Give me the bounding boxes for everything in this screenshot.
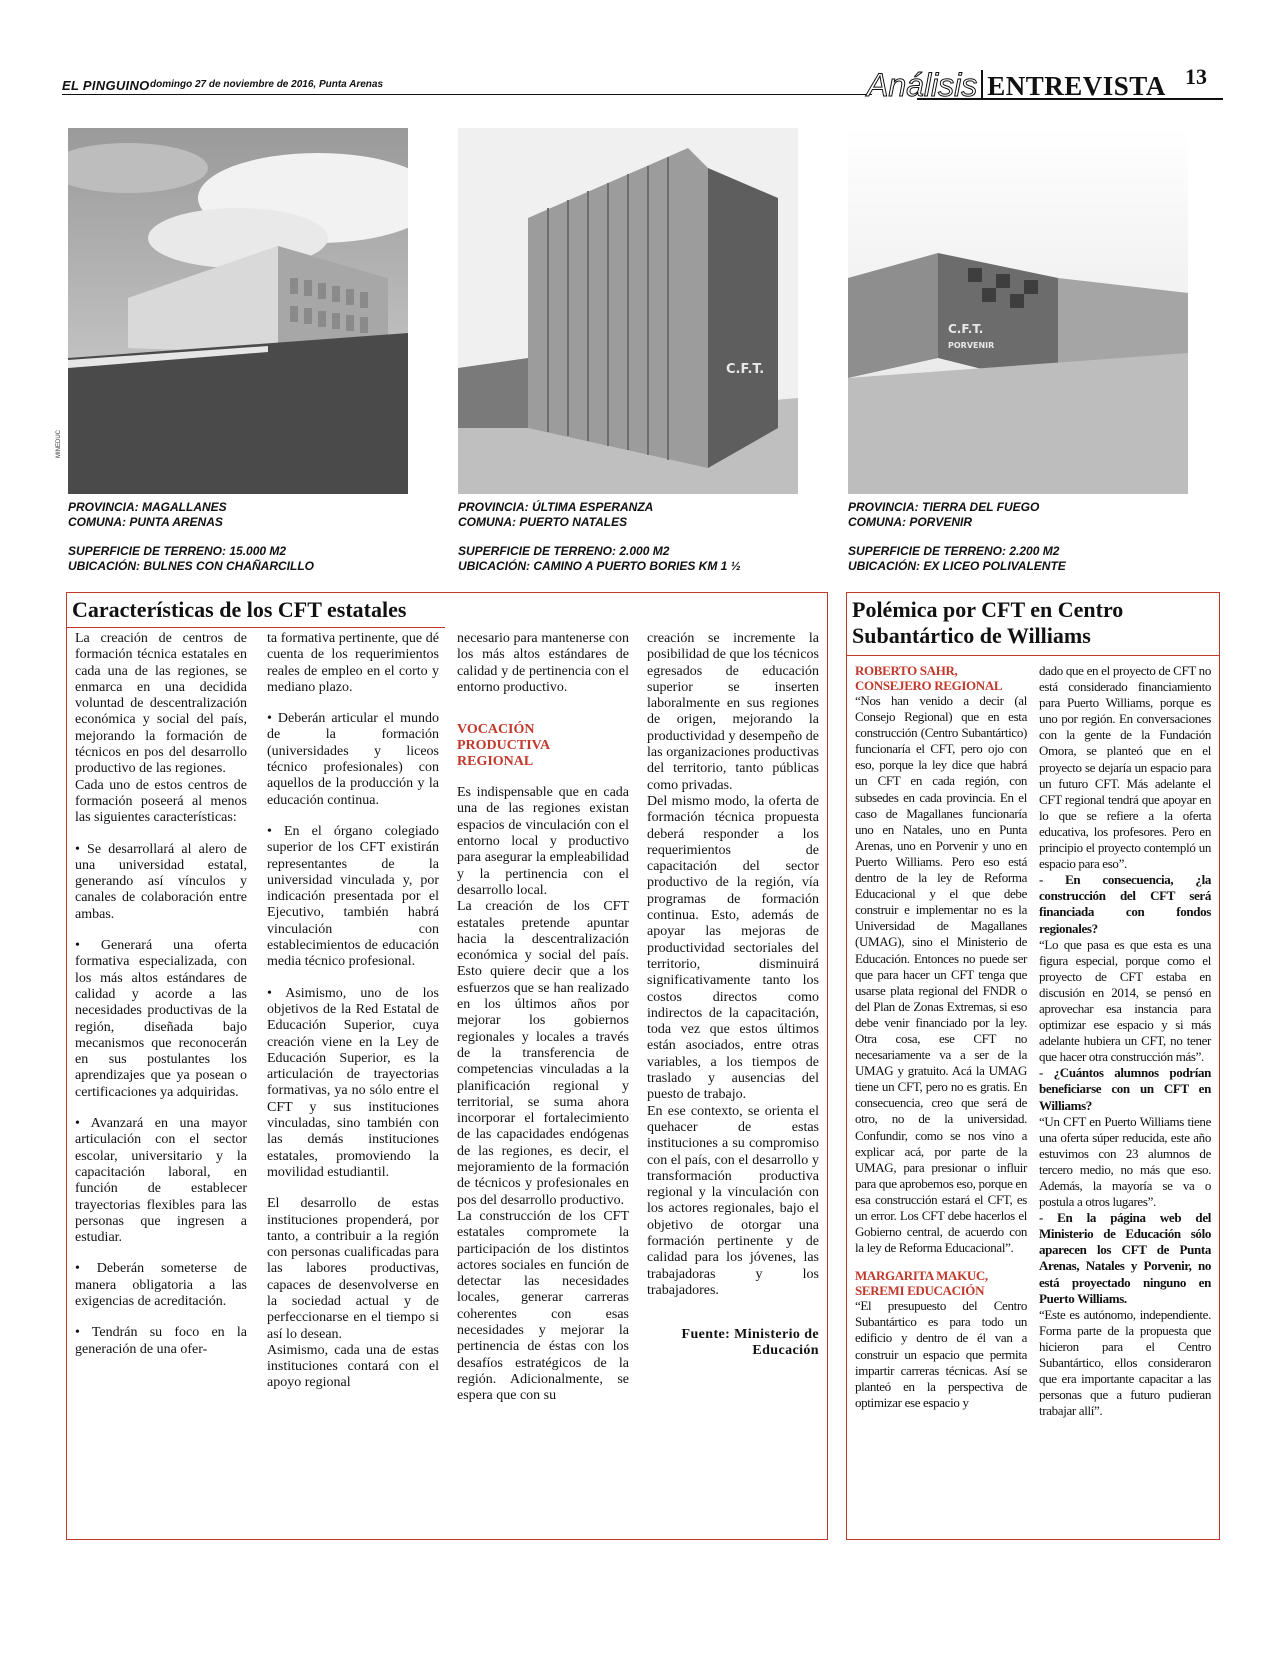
section-divider xyxy=(981,70,983,100)
building-render-2 xyxy=(458,128,798,494)
paragraph: La creación de centros de formación técnica estatales en cada una de las regiones, se enmarca en una decidida voluntad de descentralización económica y social del país, mejorando la formación de técnicos en pos del desarrollo productivo de las regiones. xyxy=(75,631,247,777)
paragraph: Es indispensable que en cada una de las regiones existan espacios de vinculación con el entorno local y productivo para asegurar la empleabilidad y la pertinencia con el desarrollo local. xyxy=(457,785,629,898)
bullet-paragraph: • Tendrán su foco en la generación de una ofer- xyxy=(75,1325,247,1357)
building-sign-porvenir: C.F.T. xyxy=(948,322,984,336)
caption-superficie: SUPERFICIE DE TERRENO: 2.000 M2 xyxy=(458,544,670,558)
caption-ubicacion: UBICACIÓN: EX LICEO POLIVALENTE xyxy=(848,559,1066,573)
article-column-3 xyxy=(457,631,629,1404)
photo-credit: MINEDUC xyxy=(56,430,62,458)
article-caracteristicas xyxy=(66,592,828,1540)
article-title: Características de los CFT estatales xyxy=(72,597,407,622)
quote: “El presupuesto del Centro Subantártico es para todo un edificio y dentro de él van a construir un espacio que permita impartir carreras técnicas. Así se planteó en la perspectiva de optimizar ese espacio y xyxy=(855,1298,1027,1410)
page-number: 13 xyxy=(1185,64,1207,89)
caption-superficie: SUPERFICIE DE TERRENO: 2.200 M2 xyxy=(848,544,1060,558)
bullet-paragraph: • Generará una oferta formativa especializada, con los más altos estándares de calidad y acorde a las necesidades productivas de la región, diseñada bajo mecanismos que reconocerán en sus postulantes los aprendizajes que ya posean o certificaciones ya adquiridas. xyxy=(75,938,247,1100)
caption-magallanes xyxy=(68,500,448,574)
bullet-paragraph: • Deberán someterse de manera obligatoria a las exigencias de acreditación. xyxy=(75,1261,247,1309)
title-rule xyxy=(67,627,445,628)
caption-comuna: COMUNA: PUERTO NATALES xyxy=(458,515,628,529)
paragraph: La creación de los CFT estatales pretende apuntar hacia la descentralización económica y social del país. Esto quiere decir que a los esfuerzos que se han realizado en los últimos años por mejorar los gobiernos regionales y locales a través de la transferencia de competencias vinculadas a la planificación regional y territorial, se suma ahora incorporar el fortalecimiento de las capacidades endógenas de las regiones, es decir, el mejoramiento de la formación de técnicos y profesionales en pos del desarrollo productivo. xyxy=(457,899,629,1208)
caption-provincia: PROVINCIA: ÚLTIMA ESPERANZA xyxy=(458,500,654,514)
section-entrevista: ENTREVISTA xyxy=(987,71,1166,101)
building-sign-natales: C.F.T. xyxy=(726,362,765,377)
subhead-vocacion: VOCACIÓN PRODUCTIVA REGIONAL xyxy=(457,722,551,770)
person-name: MARGARITA MAKUC, xyxy=(855,1268,988,1284)
paragraph: necesario para mantenerse con los más altos estándares de calidad y de pertinencia con el entorno productivo. xyxy=(457,631,629,695)
header-rule xyxy=(62,94,872,95)
article-source: Fuente: Ministerio de Educación xyxy=(681,1327,819,1359)
answer: “Un CFT en Puerto Williams tiene una oferta súper reducida, este año estuvimos con 23 alumnos de tercero medio, no más que eso. Además, la mayoría se va o postula a otros lugares”. xyxy=(1039,1113,1211,1210)
building-render-3 xyxy=(848,128,1188,494)
bullet-paragraph: • Deberán articular el mundo de la formación (universidades y liceos técnico profesionales) con aquellos de la producción y la educación continua. xyxy=(267,711,439,808)
caption-comuna: COMUNA: PUNTA ARENAS xyxy=(68,515,223,529)
bullet-paragraph: • Avanzará en una mayor articulación con el sector escolar, universitario y la capacitación laboral, en función de establecer trayectorias flexibles para las personas que ingresen a estudiar. xyxy=(75,1116,247,1246)
article-polemica xyxy=(846,592,1220,1540)
section-label xyxy=(867,66,1166,103)
side-column-2 xyxy=(1039,663,1211,1419)
bullet-paragraph: • En el órgano colegiado superior de los CFT existirán representantes de la universidad vinculada y, por indicación presentada por el Ejecutivo, también habrá vinculación con establecimientos de educación media técnico profesional. xyxy=(267,823,439,970)
answer: dado que en el proyecto de CFT no está considerado financiamiento para Puerto Williams, porque es uno por región. En conversaciones con la gente de la Fundación Omora, se planteó que en el proyecto se dejaría un espacio para un futuro CFT. Más adelante el CFT regional tendrá que apoyar en lo que se refiere a la oferta educativa, los profesores. Pero en principio el proyecto contempló un espacio para eso”. xyxy=(1039,663,1211,872)
building-render-1 xyxy=(68,128,408,494)
caption-comuna: COMUNA: PORVENIR xyxy=(848,515,973,529)
paragraph: Del mismo modo, la oferta de formación técnica propuesta deberá responder a los requerimientos de capacitación del sector productivo de la región, vía programas de formación continua. Esto, además de apoyar las mejoras de productividad sectoriales del territorio, disminuirá significativamente tanto los costos directos como indirectos de la capacitación, toda vez que estos últimos están asociados, entre otras variables, a los tiempos de traslado y ausencias del puesto de trabajo. xyxy=(647,793,819,1103)
paragraph: La construcción de los CFT estatales compromete la participación de los distintos actores sociales en función de detectar las necesidades locales, generar carreras coherentes con esas necesidades y mejorar la pertinencia de éstas con los desafíos estratégicos de la región. Adicionalmente, se espera que con su xyxy=(457,1208,629,1404)
section-underline xyxy=(917,98,1223,100)
answer: “Lo que pasa es que esta es una figura especial, porque como el proyecto de CFT estaba en discusión en 2014, se pensó en aprovechar esa instancia para optimizar ese espacio y si más adelante hubiera un CFT, no tener que hacer otra construcción más”. xyxy=(1039,936,1211,1065)
caption-tierra-del-fuego xyxy=(848,500,1228,574)
paragraph: ta formativa pertinente, que dé cuenta de los requerimientos reales de empleo en el corto y mediano plazo. xyxy=(267,631,439,695)
question: - En consecuencia, ¿la construcción del CFT será financiada con fondos regionales? xyxy=(1039,872,1211,936)
article-column-1 xyxy=(75,631,247,1373)
photo-cft-puerto-natales xyxy=(458,128,798,494)
paragraph: El desarrollo de estas instituciones propenderá, por tanto, a contribuir a la región con personas cualificadas para las labores productivas, capaces de desenvolverse en la sociedad actual y de perfeccionarse en el tiempo si así lo desean. xyxy=(267,1196,439,1342)
photo-cft-punta-arenas xyxy=(68,128,408,494)
dateline: domingo 27 de noviembre de 2016, Punta Arenas xyxy=(150,79,384,90)
article-column-4 xyxy=(647,631,819,1375)
quote: “Nos han venido a decir (al Consejo Regional) que en esta construcción (Centro Subantártico) funcionaría el CFT, pero ojo con eso, porque la ley dice que habrá un CFT en cada región, con subsedes en cada provincia. En el caso de Magallanes funcionaría uno en Natales, uno en Punta Arenas, uno en Porvenir y uno en Puerto Williams. Pero eso está dentro de la ley de Reforma Educacional y el que debe construir e implementar no es la Universidad de Magallanes (UMAG), sino el Ministerio de Educación. Entonces no puede ser que para hacer un CFT tenga que usarse plata regional del FNDR o del Plan de Zonas Extremas, si eso debe venir financiado por la ley. Otra cosa, ese CFT no necesariamente va a ser de la UMAG y gratuito. Acá la UMAG tiene un CFT, pero no es gratis. En consecuencia, creo que será de otro, no de la universidad. Confundir, como se nos vino a explicar acá, por parte de la UMAG, para presionar o influir para que aprobemos eso, porque en esa construcción estará el CFT, es un error. Los CFT debe hacerlos el Gobierno central, de acuerdo con la ley de Reforma Educacional”. xyxy=(855,693,1027,1256)
caption-superficie: SUPERFICIE DE TERRENO: 15.000 M2 xyxy=(68,544,287,558)
caption-ubicacion: UBICACIÓN: BULNES CON CHAÑARCILLO xyxy=(68,559,314,573)
caption-ubicacion: UBICACIÓN: CAMINO A PUERTO BORIES KM 1 ½ xyxy=(458,559,741,573)
paragraph: En ese contexto, se orienta el quehacer de estas instituciones a su compromiso con el país, con el desarrollo y transformación productiva regional y la vinculación con los actores regionales, bajo el objetivo de otorgar una formación pertinente y de calidad para los jóvenes, las trabajadoras y los trabajadores. xyxy=(647,1103,819,1298)
person-name: ROBERTO SAHR, xyxy=(855,663,958,678)
photo-cft-porvenir xyxy=(848,128,1188,494)
question: - En la página web del Ministerio de Educación sólo aparecen los CFT de Punta Arenas, Natales y Porvenir, no está proyectado ninguno en Puerto Williams. xyxy=(1039,1210,1211,1306)
article-column-2 xyxy=(267,631,439,1407)
paragraph: Asimismo, cada una de estas instituciones contará con el apoyo regional xyxy=(267,1342,439,1391)
question: - ¿Cuántos alumnos podrían beneficiarse con un CFT en Williams? xyxy=(1039,1065,1211,1113)
newspaper-brand: EL PINGUINO xyxy=(62,78,150,93)
caption-ultima-esperanza xyxy=(458,500,838,574)
section-analisis: Análisis xyxy=(867,67,978,103)
bullet-paragraph: • Asimismo, uno de los objetivos de la Red Estatal de Educación Superior, cuya creación viene en la Ley de Educación Superior, es la articulación de trayectorias formativas, ya no sólo entre el CFT y sus instituciones vinculadas, sino también con las demás instituciones estatales, promoviendo la movilidad estudiantil. xyxy=(267,985,439,1180)
caption-provincia: PROVINCIA: TIERRA DEL FUEGO xyxy=(848,500,1040,514)
person-role: SEREMI EDUCACIÓN xyxy=(855,1283,985,1299)
caption-provincia: PROVINCIA: MAGALLANES xyxy=(68,500,227,514)
building-sign-porvenir-sub: PORVENIR xyxy=(948,341,995,350)
person-role: CONSEJERO REGIONAL xyxy=(855,678,1003,693)
article-title: Polémica por CFT en Centro Subantártico de Williams xyxy=(852,597,1124,648)
bullet-paragraph: • Se desarrollará al alero de una universidad estatal, generando así vínculos y canales de colaboración entre ambas. xyxy=(75,841,247,922)
page-header xyxy=(62,64,1230,104)
answer: “Este es autónomo, independiente. Forma parte de la propuesta que hicieron para el Centro Subantártico, ellos consideraron que era importante capacitar a las personas que a futuro pudieran trabajar allí”. xyxy=(1039,1306,1211,1419)
paragraph: creación se incremente la posibilidad de que los técnicos egresados de educación superior se inserten laboralmente en sus regiones de origen, mejorando la productividad y desempeño de las organizaciones productivas del territorio, tanto públicas como privadas. xyxy=(647,631,819,793)
title-rule xyxy=(847,655,1219,656)
side-column-1 xyxy=(855,663,1027,1411)
paragraph: Cada uno de estos centros de formación poseerá al menos las siguientes características: xyxy=(75,777,247,826)
